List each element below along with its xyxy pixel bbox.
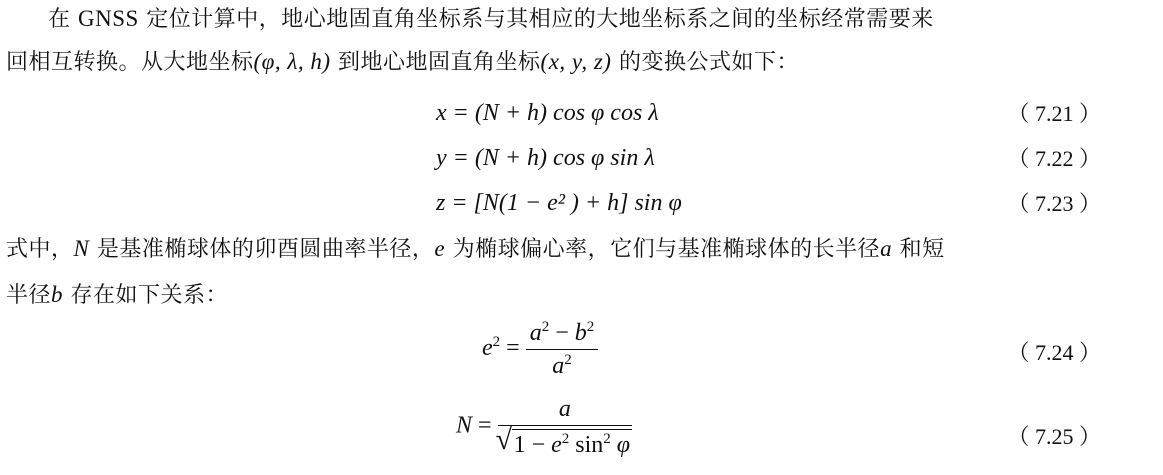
lhs-N: N [456,412,473,439]
fraction-numerator [498,396,633,426]
geodetic-coords: (φ, λ, h) [253,49,331,74]
radicand-sin: sin [569,432,604,458]
radicand-e: e [551,432,562,458]
paragraph-1-line-2 [6,47,799,78]
equation-7-22 [436,143,655,173]
equation-7-23 [436,188,682,218]
text-run: 到地心地固直角坐标 [330,50,541,75]
fraction-denominator [526,350,599,379]
fraction-numerator [526,320,599,350]
equation-number-7-22: （ 7.22 ） [1007,146,1101,171]
equation-number-7-25: （ 7.25 ） [1007,424,1101,449]
fraction-denominator [495,423,633,458]
text-run: 为椭球偏心率，它们与基准椭球体的长半径 [445,237,881,262]
equation-lhs: y [436,145,447,171]
equation-7-24 [482,320,598,379]
equation-lhs: z [436,190,446,216]
text-run: 的变换公式如下： [611,50,799,75]
equation-rhs: = [N(1 − e² ) + h] sin φ [445,190,682,216]
equals-sign: = [472,412,498,439]
fraction [526,320,599,379]
exponent: 2 [492,334,501,351]
minus-sign: − [549,320,575,346]
text-run: 和短 [892,237,945,262]
equation-number-7-23: （ 7.23 ） [1007,191,1101,216]
exponent: 2 [586,319,595,335]
symbol-b: b [51,282,64,307]
equals-sign: = [500,335,526,362]
fraction [495,396,633,458]
exponent: 2 [561,431,570,447]
text-run: 定位计算中，地心地固直角坐标系与其相应的大地坐标系之间的坐标经常需要来 [138,7,934,32]
paragraph-2-line-2 [6,280,228,311]
radical-sign: √ [495,423,513,456]
gnss-term: GNSS [78,6,139,31]
symbol-e: e [434,236,446,261]
radicand [512,429,633,458]
radicand-term: 1 − [513,432,552,458]
num-a: a [558,396,571,422]
equation-7-21 [436,98,659,128]
den-a: a [552,353,565,379]
text-run: 式中， [6,237,74,262]
lhs-e: e [482,335,493,362]
symbol-N: N [73,236,90,261]
paragraph-2-line-1 [6,234,945,265]
square-root [495,423,633,458]
equation-rhs: = (N + h) cos φ sin λ [446,145,655,171]
num-a: a [529,320,542,346]
text-run: 半径 [6,283,52,308]
text-run: 是基准椭球体的卯酉圆曲率半径， [89,237,435,262]
equation-number-7-24: （ 7.24 ） [1007,340,1101,365]
exponent: 2 [564,352,572,368]
radicand-phi: φ [610,432,631,458]
text-run: 回相互转换。从大地坐标 [6,50,254,75]
paragraph-1-line-1 [48,4,934,35]
equation-number-7-21: （ 7.21 ） [1007,101,1101,126]
text-run: 在 [48,7,78,32]
num-b: b [574,320,587,346]
exponent: 2 [541,319,550,335]
exponent: 2 [603,431,611,447]
text-run: 存在如下关系： [63,283,229,308]
equation-7-25 [456,396,632,458]
cartesian-coords: (x, y, z) [540,49,612,74]
equation-lhs: x [436,100,447,126]
symbol-a: a [880,236,893,261]
equation-rhs: = (N + h) cos φ cos λ [446,100,659,126]
